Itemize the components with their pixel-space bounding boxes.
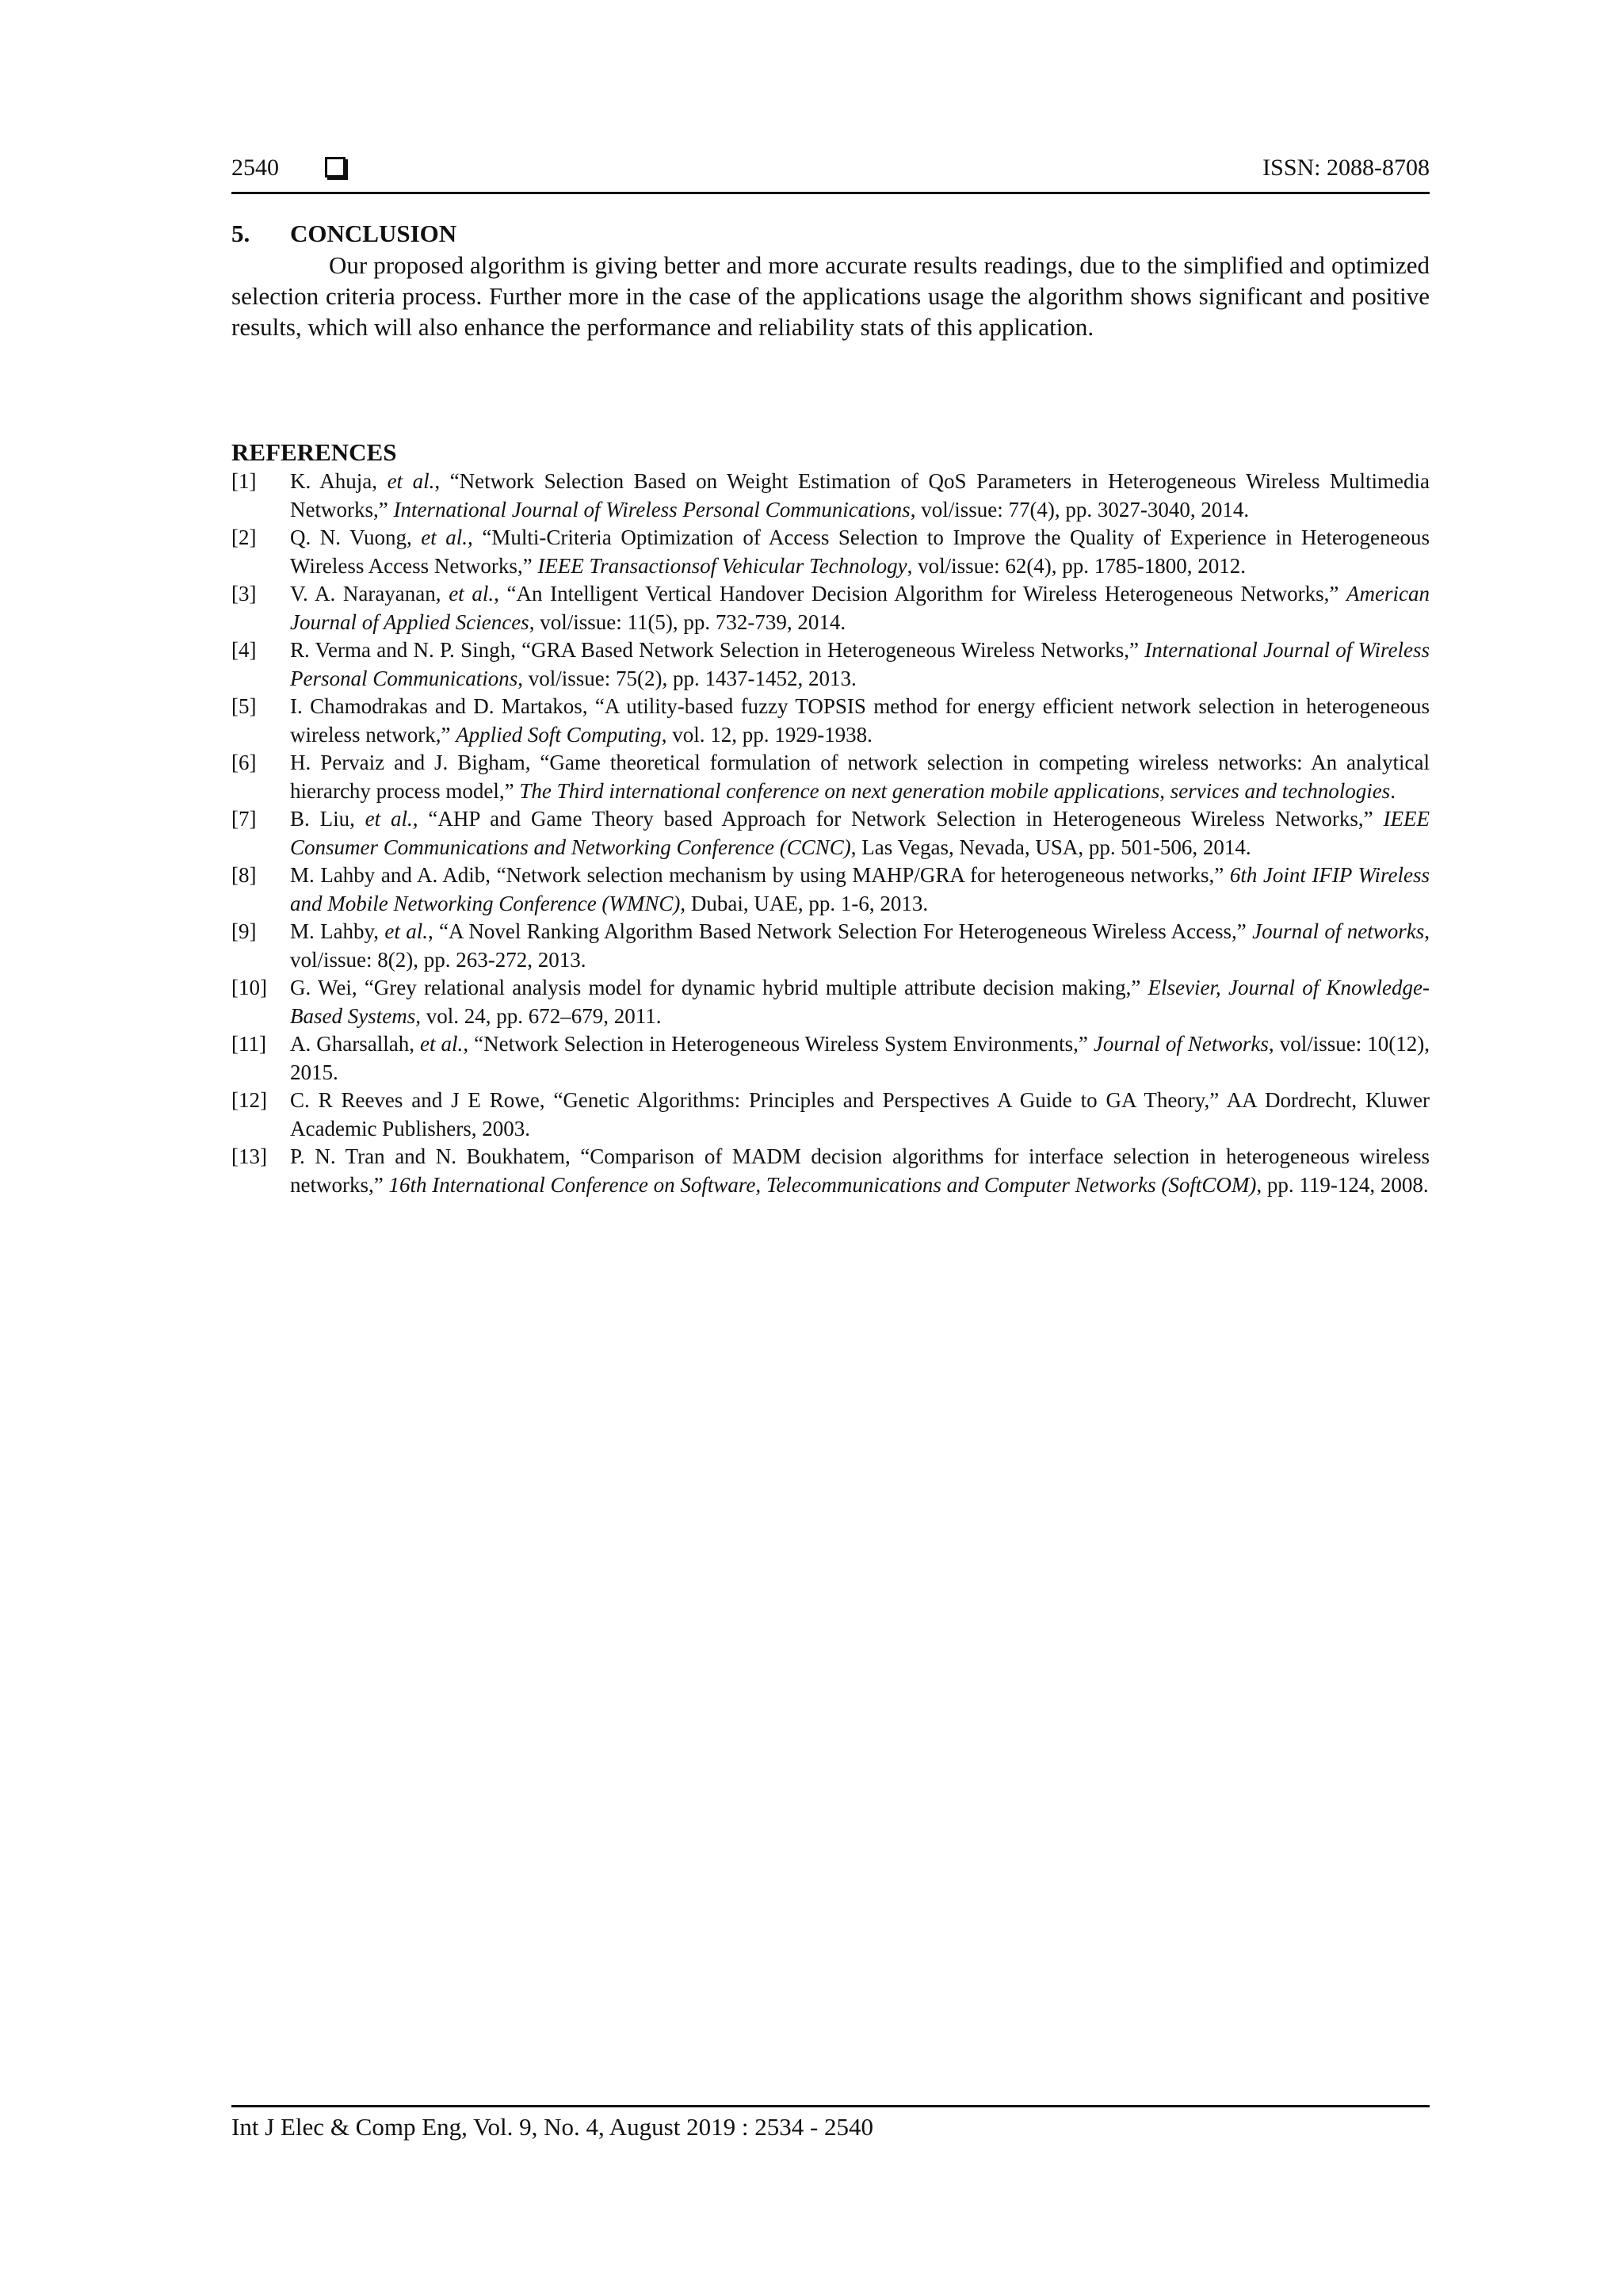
reference-text: R. Verma and N. P. Singh, “GRA Based Network Selection in Heterogeneous Wireless Networks,” [290,638,1145,662]
footer-citation: Int J Elec & Comp Eng, Vol. 9, No. 4, August 2019 : 2534 - 2540 [231,2113,874,2141]
reference-item [231,1087,1430,1143]
section-number: 5. [231,220,250,247]
page-header [231,152,1430,192]
reference-item [231,580,1430,636]
reference-details: , vol/issue: 77(4), pp. 3027-3040, 2014. [910,497,1250,521]
reference-text: K. Ahuja, [290,469,388,493]
reference-item [231,1143,1430,1199]
reference-item [231,636,1430,693]
reference-et-al: et al. [387,469,435,493]
reference-venue: International Journal of Wireless Personal Communications [393,497,911,521]
reference-venue: International Journal of Wireless Personal Communications [290,638,1430,690]
reference-text: P. N. Tran and N. Boukhatem, “Comparison of MADM decision algorithms for interface selection in heterogeneous wireless networks,” [290,1144,1430,1197]
reference-text: M. Lahby, [290,919,385,943]
reference-text: C. R Reeves and J E Rowe, “Genetic Algorithms: Principles and Perspectives A Guide to GA Theory,” AA Dordrecht, Kluwer Academic Publishers, 2003. [290,1088,1430,1140]
checkbox-icon [325,157,346,178]
issn: ISSN: 2088-8708 [1262,155,1430,181]
reference-text: G. Wei, “Grey relational analysis model for dynamic hybrid multiple attribute decision making,” [290,976,1148,999]
reference-text: , “An Intelligent Vertical Handover Decision Algorithm for Wireless Heterogeneous Networks,” [494,582,1347,606]
reference-et-al: et al. [449,582,495,606]
reference-text: H. Pervaiz and J. Bigham, “Game theoretical formulation of network selection in competing wireless networks: An analytical hierarchy process model,” [290,751,1430,803]
references-section [231,437,1430,1199]
reference-venue: Elsevier, Journal of Knowledge-Based Systems, [290,976,1430,1028]
reference-item [231,468,1430,524]
section-title: CONCLUSION [290,220,457,247]
reference-label: [10] [231,976,267,999]
reference-details: , vol/issue: 75(2), pp. 1437-1452, 2013. [517,666,857,690]
header-rule [231,192,1430,194]
reference-et-al: et al. [421,525,468,549]
reference-item [231,861,1430,918]
reference-list [231,468,1430,1199]
conclusion-paragraph: Our proposed algorithm is giving better and more accurate results readings, due to the simplified and optimized selection criteria process. Further more in the case of the applications usage the algorithm shows significant and positive results, which will also enhance the performance and reliability stats of this application. [231,251,1430,341]
conclusion-section [231,218,1430,342]
reference-details: , vol. 12, pp. 1929-1938. [661,722,873,747]
reference-et-al: et al. [384,919,428,943]
reference-et-al: et al. [365,807,413,831]
reference-details: vol. 24, pp. 672–679, 2011. [420,1003,662,1028]
reference-venue: IEEE Consumer Communications and Networking Conference (CCNC) [290,807,1430,859]
reference-label: [3] [231,582,257,606]
reference-details: , pp. 119-124, 2008. [1256,1172,1429,1197]
reference-et-al: et al. [420,1032,464,1056]
reference-text: I. Chamodrakas and D. Martakos, “A utility-based fuzzy TOPSIS method for energy efficient network selection in heterogeneous wireless network,” [290,694,1430,747]
reference-label: [13] [231,1144,267,1168]
reference-venue: Applied Soft Computing [456,722,662,747]
reference-details: , Las Vegas, Nevada, USA, pp. 501-506, 2014. [850,835,1251,859]
reference-item [231,749,1430,805]
reference-item [231,805,1430,861]
reference-item [231,524,1430,580]
footer-rule [231,2105,1430,2107]
reference-text: M. Lahby and A. Adib, “Network selection mechanism by using MAHP/GRA for heterogeneous networks,” [290,863,1230,887]
reference-text: Q. N. Vuong, [290,525,422,549]
reference-item [231,1030,1430,1087]
section-heading [231,218,1430,250]
references-heading: REFERENCES [231,438,397,466]
reference-item [231,974,1430,1030]
reference-venue: 6th Joint IFIP Wireless and Mobile Networking Conference (WMNC) [290,863,1430,915]
reference-label: [4] [231,638,257,662]
reference-label: [9] [231,919,257,943]
reference-label: [8] [231,863,257,887]
reference-venue: Journal of Networks [1093,1032,1269,1056]
reference-label: [5] [231,694,257,718]
reference-text: , “Network Selection Based on Weight Estimation of QoS Parameters in Heterogeneous Wireless Multimedia Networks,” [290,469,1430,521]
reference-details: , Dubai, UAE, pp. 1-6, 2013. [680,891,929,915]
reference-text: A. Gharsallah, [290,1032,421,1056]
reference-details: . [1390,778,1396,803]
reference-details: , vol/issue: 11(5), pp. 732-739, 2014. [529,609,846,634]
reference-label: [7] [231,807,257,831]
reference-text: , “A Novel Ranking Algorithm Based Network Selection For Heterogeneous Wireless Access,” [427,919,1253,943]
reference-item [231,918,1430,974]
reference-text: , “Network Selection in Heterogeneous Wireless System Environments,” [463,1032,1094,1056]
reference-label: [2] [231,525,257,549]
reference-text: V. A. Narayanan, [290,582,449,606]
reference-venue: The Third international conference on next generation mobile applications, services and technologies [519,778,1391,803]
reference-label: [11] [231,1032,266,1056]
reference-details: , vol/issue: 62(4), pp. 1785-1800, 2012. [907,553,1247,578]
reference-venue: American Journal of Applied Sciences [290,582,1430,634]
reference-details: , vol/issue: 10(12), 2015. [290,1032,1430,1084]
reference-text: , “AHP and Game Theory based Approach for Network Selection in Heterogeneous Wireless Networks,” [412,807,1384,831]
reference-label: [1] [231,469,257,493]
reference-text: , “Multi-Criteria Optimization of Access Selection to Improve the Quality of Experience in Heterogeneous Wireless Access Networks,” [290,525,1430,578]
reference-details: , vol/issue: 8(2), pp. 263-272, 2013. [290,919,1430,972]
reference-venue: Journal of networks [1252,919,1425,943]
reference-venue: 16th International Conference on Software, Telecommunications and Computer Networks (SoftCOM) [388,1172,1257,1197]
reference-label: [6] [231,751,257,774]
page-number: 2540 [231,155,279,181]
reference-label: [12] [231,1088,267,1112]
reference-text: B. Liu, [290,807,365,831]
reference-item [231,693,1430,749]
reference-venue: IEEE Transactionsof Vehicular Technology [537,553,907,578]
